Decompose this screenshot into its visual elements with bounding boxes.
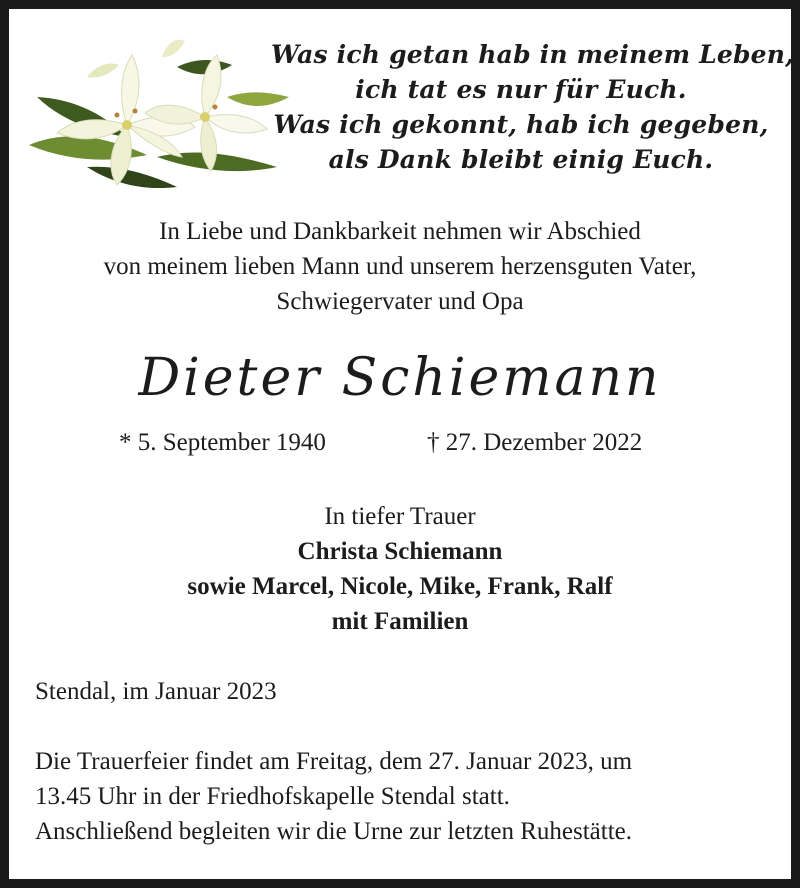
birth-date: * 5. September 1940	[119, 429, 326, 456]
death-date: † 27. Dezember 2022	[427, 429, 643, 456]
service-info	[35, 744, 775, 849]
intro-text	[9, 214, 791, 319]
obituary-card	[9, 9, 795, 879]
poem-line: ich tat es nur für Euch.	[355, 75, 687, 104]
mourners-heading: In tiefer Trauer	[324, 503, 476, 530]
lily-flowers-illustration	[27, 37, 289, 197]
service-line: 13.45 Uhr in der Friedhofskapelle Stendal statt.	[35, 783, 510, 810]
mourners-block	[9, 499, 791, 639]
intro-line: In Liebe und Dankbarkeit nehmen wir Abschied	[159, 218, 641, 245]
poem	[271, 37, 795, 177]
poem-line: Was ich getan hab in meinem Leben,	[271, 40, 795, 69]
intro-line: von meinem lieben Mann und unserem herzensguten Vater,	[103, 253, 697, 280]
service-line: Anschließend begleiten wir die Urne zur letzten Ruhestätte.	[35, 818, 633, 845]
intro-line: Schwiegervater und Opa	[276, 288, 524, 315]
place-date: Stendal, im Januar 2023	[35, 678, 277, 705]
service-line: Die Trauerfeier findet am Freitag, dem 27. Januar 2023, um	[35, 748, 633, 775]
mourner-name: Christa Schiemann	[297, 538, 503, 565]
poem-line: Was ich gekonnt, hab ich gegeben,	[273, 110, 769, 139]
deceased-name: Dieter Schiemann	[138, 348, 662, 408]
poem-line: als Dank bleibt einig Euch.	[328, 145, 714, 174]
mourner-name: sowie Marcel, Nicole, Mike, Frank, Ralf	[187, 573, 613, 600]
mourner-name: mit Familien	[331, 608, 469, 635]
